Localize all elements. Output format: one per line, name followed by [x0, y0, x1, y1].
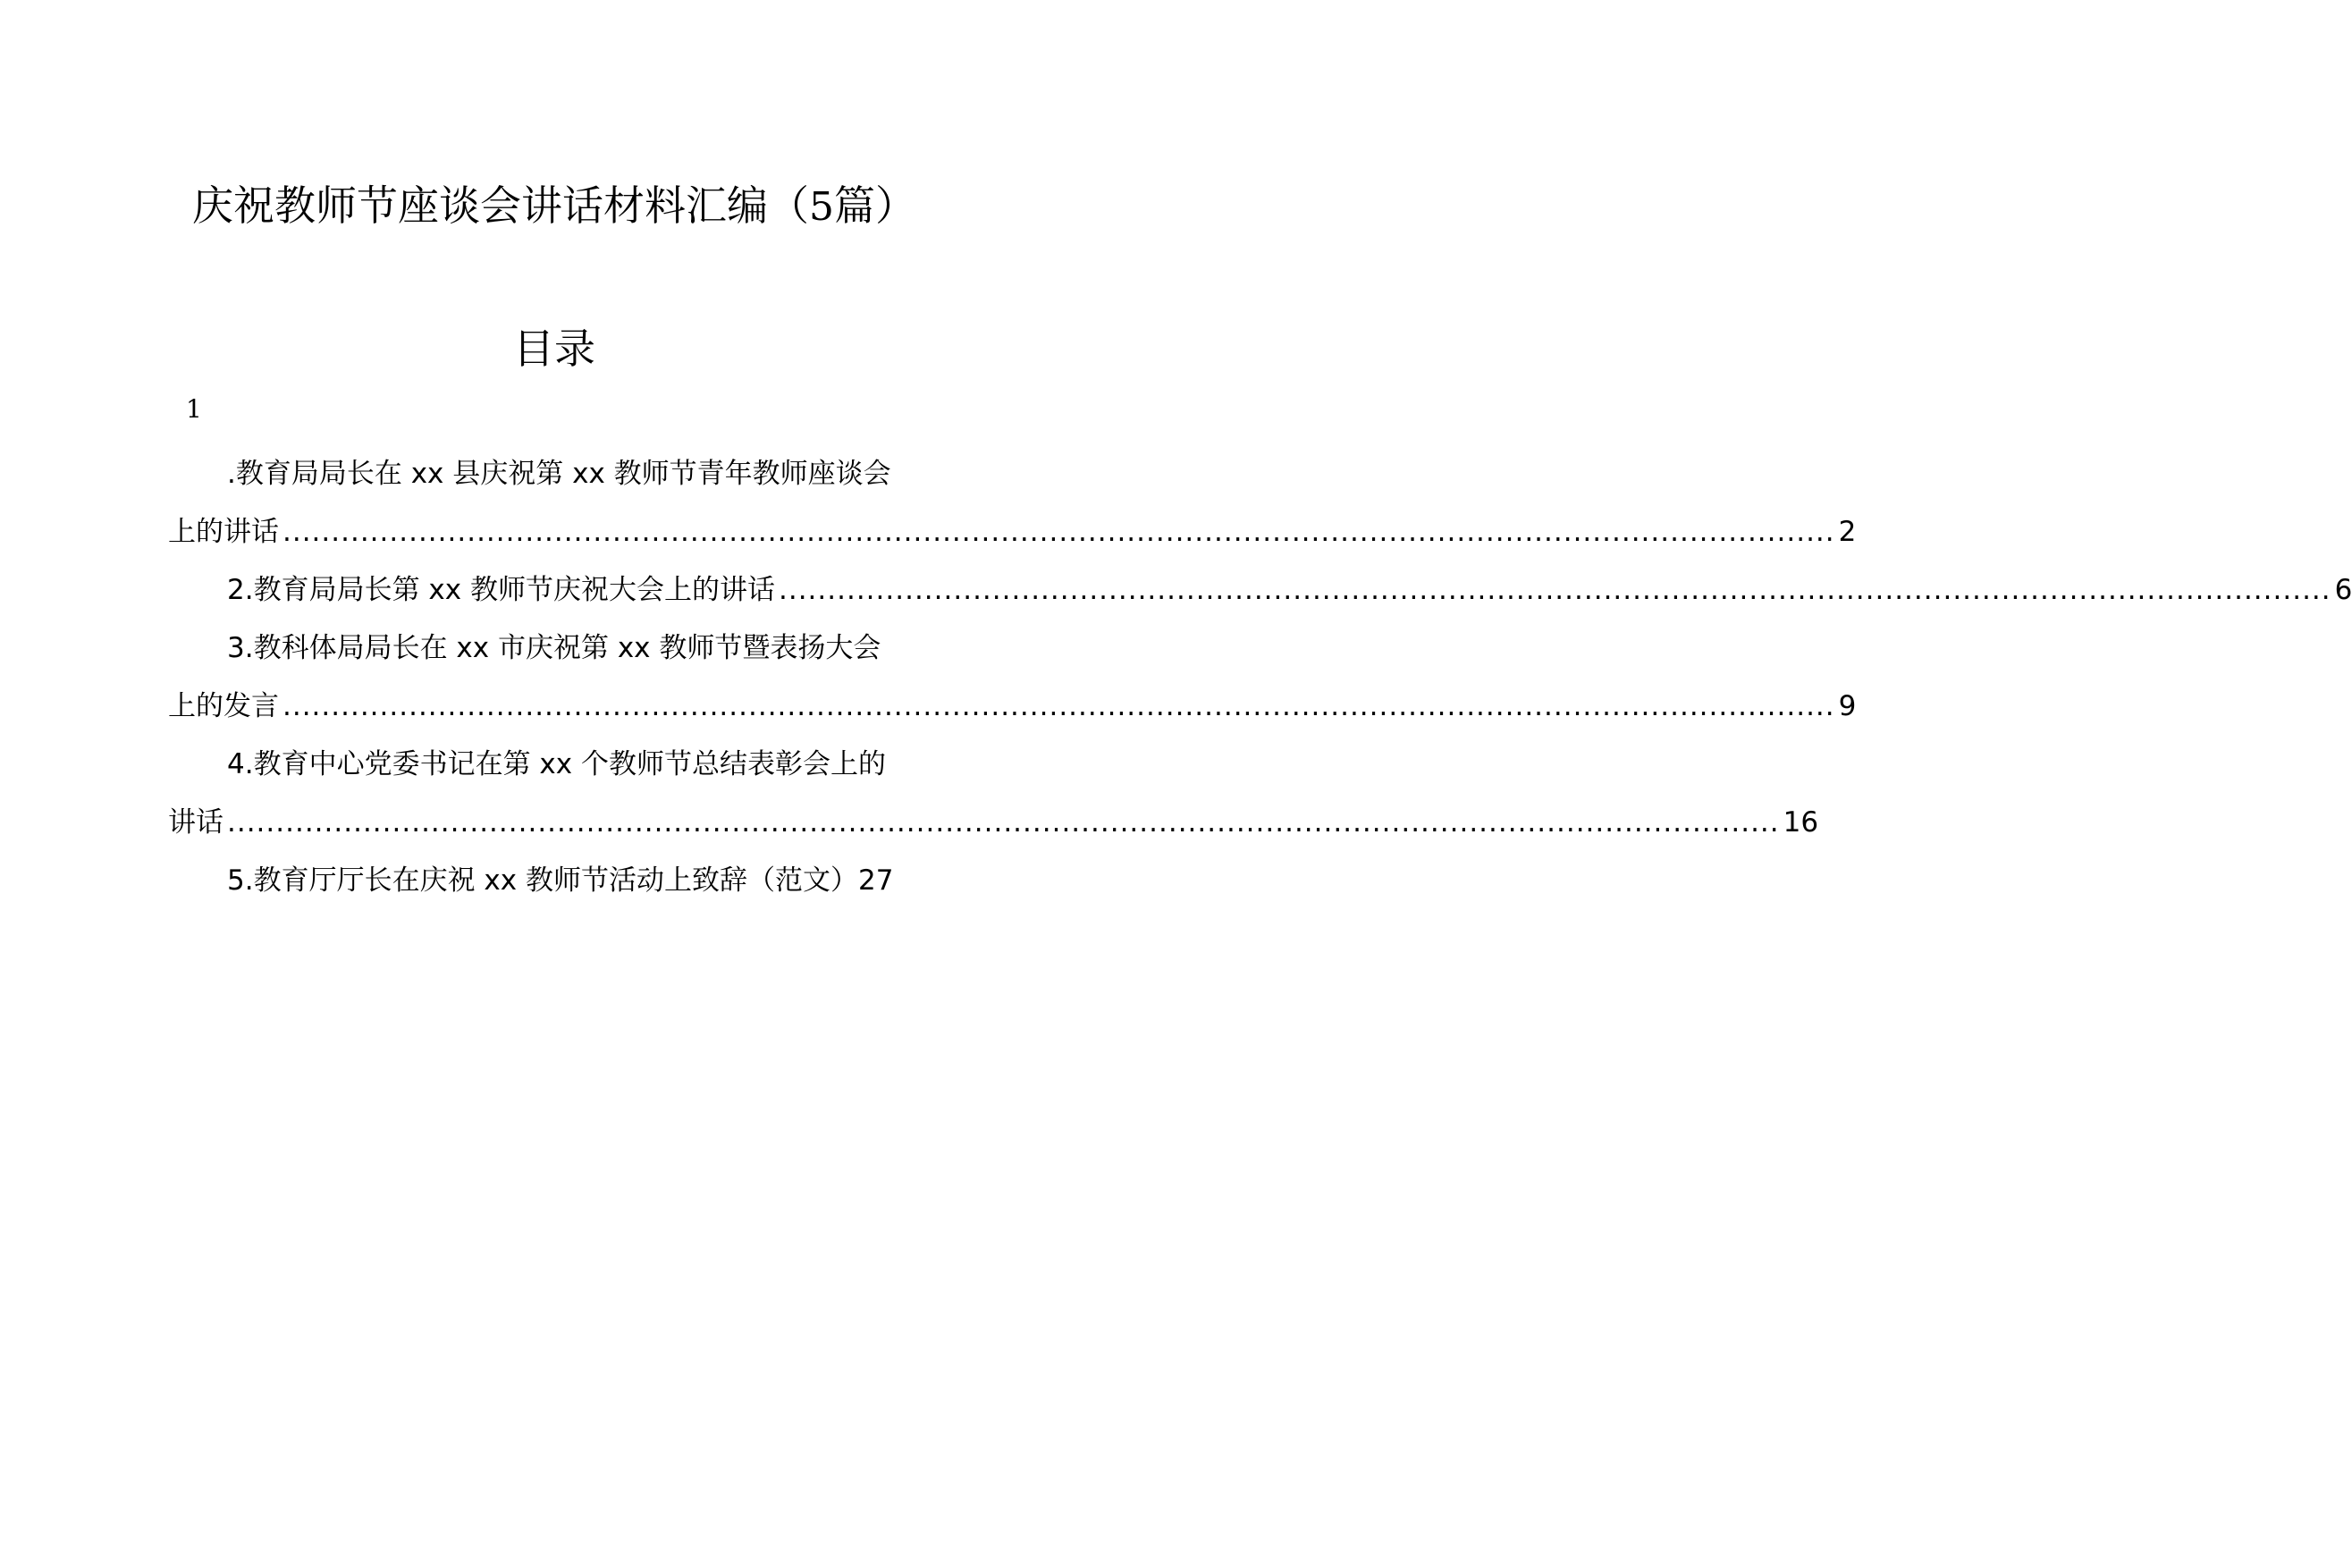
toc-entry-4-page: 16 [1783, 806, 1819, 839]
toc-entry-1-page: 2 [1838, 516, 1857, 548]
toc-entry-3-title: 3.教科体局局长在 xx 市庆祝第 xx 教师节暨表扬大会 [227, 632, 881, 664]
toc-entry-4-line-1 [168, 736, 940, 794]
document-title-count: 5 [809, 184, 834, 230]
toc-entry-3-line-2 [168, 678, 1857, 736]
toc-entry-1-title-cont: 上的讲话 [168, 516, 279, 548]
toc-entry-2-page: 6 [2334, 574, 2352, 606]
document-title-text: 庆祝教师节座谈会讲话材料汇编（ [192, 181, 809, 230]
toc-leader-dots: ................................................................................................................................................................ [778, 574, 2331, 606]
table-of-contents [168, 445, 2352, 910]
page-number-mark: 1 [186, 394, 202, 424]
toc-entry-4-title-cont: 讲话 [168, 806, 223, 839]
toc-entry-5 [168, 852, 940, 910]
document-title [0, 179, 1109, 234]
toc-entry-1-line-1 [168, 445, 940, 503]
toc-entry-2 [168, 561, 2352, 620]
toc-leader-dots: ................................................................................................................................................................ [282, 690, 1835, 722]
toc-entry-1-line-2 [168, 503, 1857, 561]
toc-entry-5-title: 5.教育厅厅长在庆祝 xx 教师节活动上致辞（范文）27 [227, 864, 894, 897]
toc-leader-dots: ................................................................................................................................................................ [227, 806, 1780, 839]
toc-entry-4-title: 4.教育中心党委书记在第 xx 个教师节总结表彰会上的 [227, 748, 886, 780]
toc-heading: 目录 [513, 325, 595, 373]
toc-entry-3-title-cont: 上的发言 [168, 690, 279, 722]
toc-entry-2-title: 2.教育局局长第 xx 教师节庆祝大会上的讲话 [227, 574, 775, 606]
document-title-end: 篇） [834, 181, 916, 230]
toc-leader-dots: ................................................................................................................................................................ [282, 516, 1835, 548]
toc-entry-3-page: 9 [1838, 690, 1857, 722]
toc-entry-4-line-2 [168, 794, 1819, 852]
toc-entry-1-title: .教育局局长在 xx 县庆祝第 xx 教师节青年教师座谈会 [227, 458, 891, 490]
toc-entry-3-line-1 [168, 620, 940, 678]
